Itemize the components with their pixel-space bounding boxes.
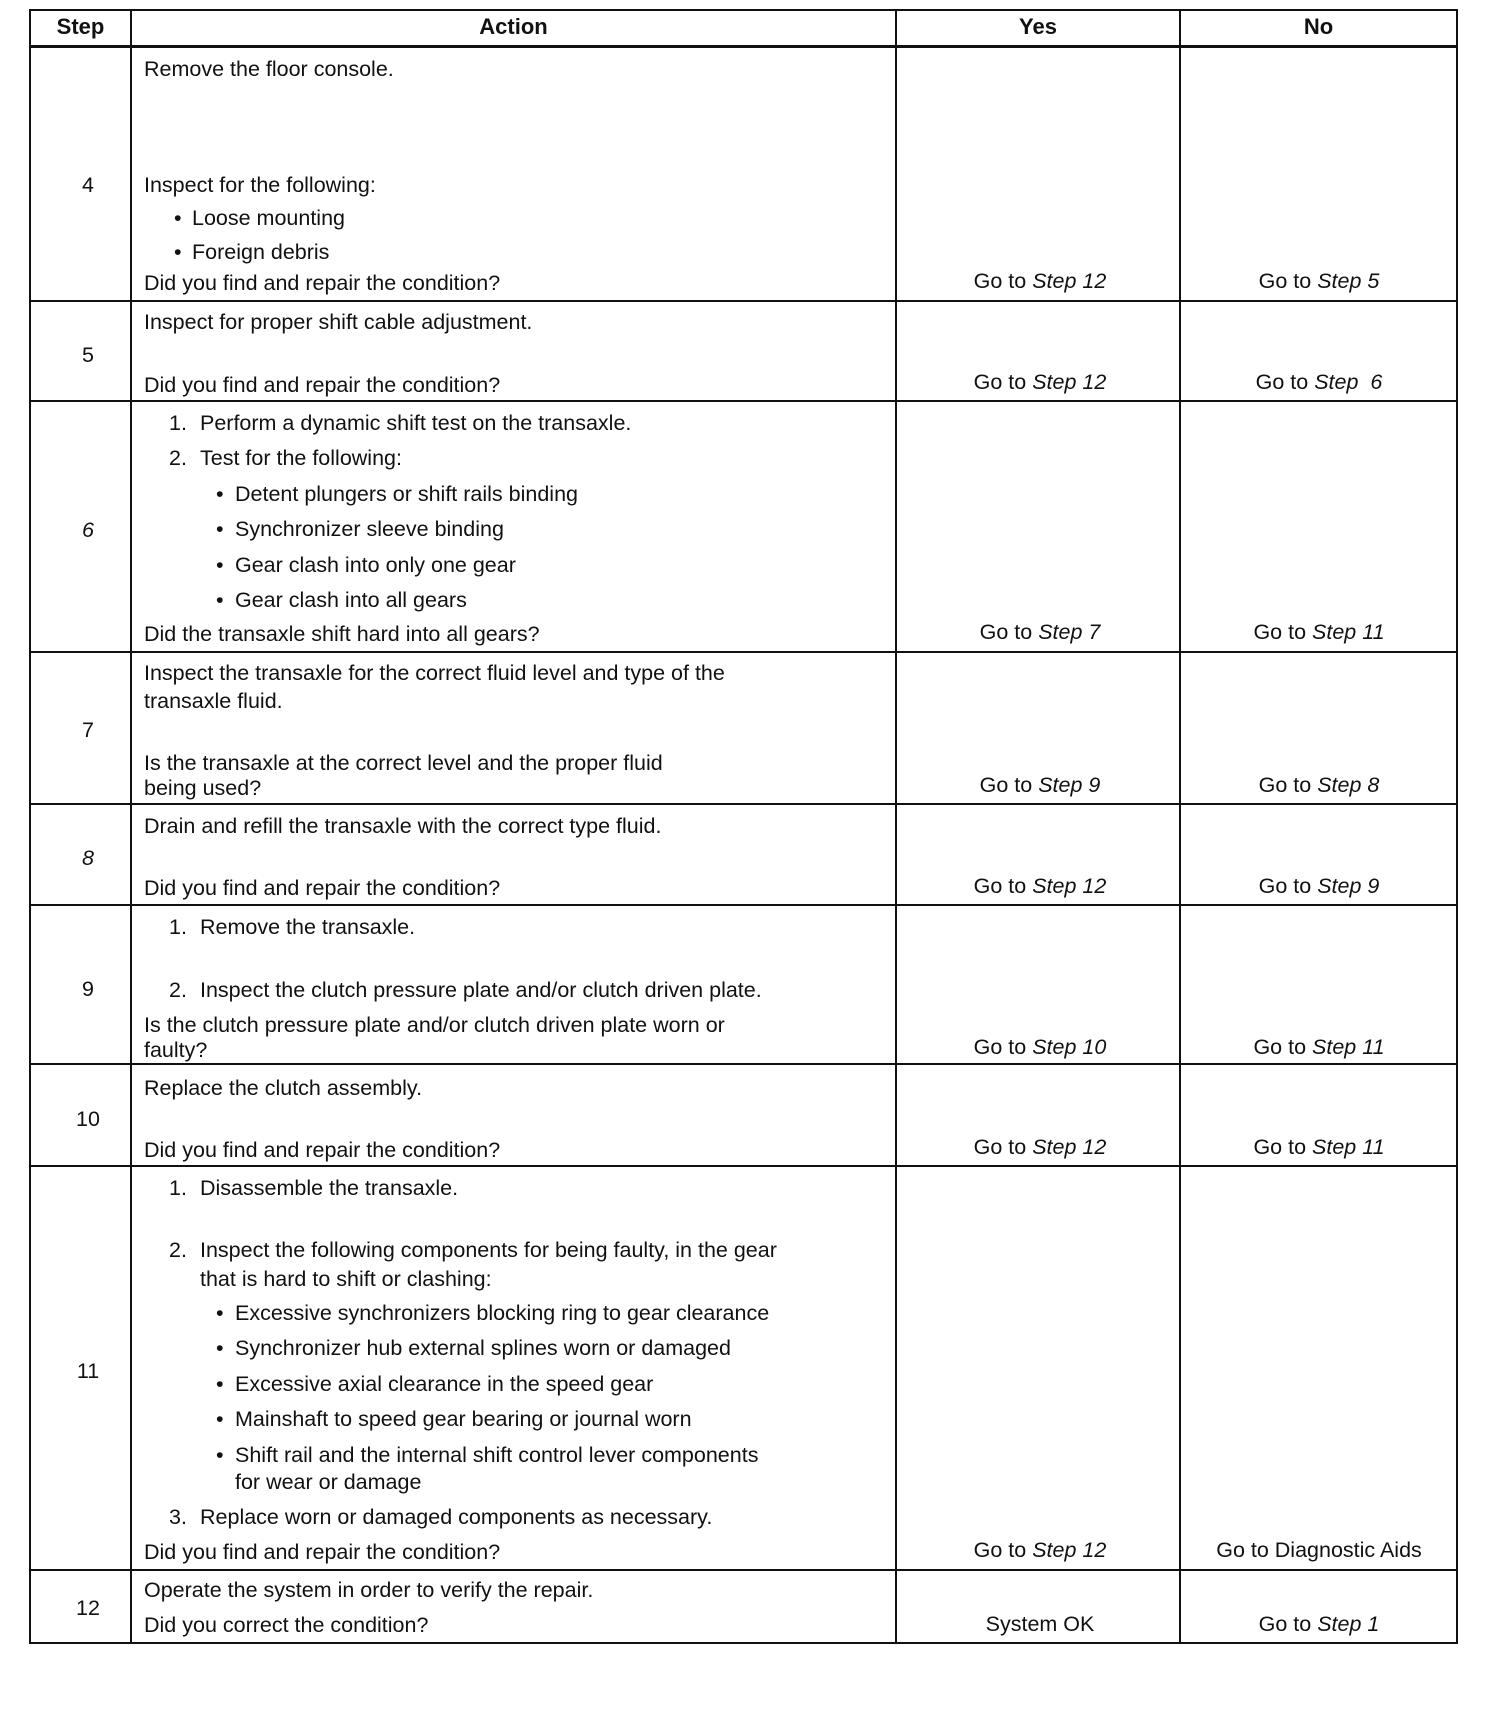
outcome-text: Go to <box>1253 620 1313 644</box>
yes-outcome <box>974 372 1107 394</box>
step-number: 11 <box>76 1359 100 1383</box>
yes-outcome <box>974 1037 1107 1059</box>
action-text: transaxle fluid. <box>144 689 283 713</box>
outcome-step-link: Step 11 <box>1312 1135 1385 1159</box>
bullet-icon: • <box>216 1407 224 1431</box>
no-outcome <box>1216 1540 1422 1562</box>
outcome-text: Go to <box>973 370 1033 394</box>
outcome-step-link: Step 8 <box>1317 773 1380 797</box>
action-text: Inspect the following components for being faulty, in the gear <box>200 1238 777 1262</box>
column-divider <box>130 9 132 1644</box>
outcome-text: Go to <box>973 874 1033 898</box>
action-text: Is the clutch pressure plate and/or clutch driven plate worn or <box>144 1013 725 1037</box>
outcome-step-link: Step 9 <box>1317 874 1380 898</box>
outcome-text: Go to Diagnostic Aids <box>1216 1538 1422 1562</box>
outcome-step-link: Step 11 <box>1312 1035 1385 1059</box>
outcome-text: Go to <box>979 773 1039 797</box>
row-divider <box>29 1569 1458 1571</box>
outcome-step-link: Step 12 <box>1032 370 1107 394</box>
bullet-icon: • <box>174 240 182 264</box>
row-divider <box>29 1063 1458 1065</box>
action-text: Did the transaxle shift hard into all gears? <box>144 622 540 646</box>
header-yes: Yes <box>1019 14 1057 39</box>
outcome-step-link: Step 12 <box>1032 1538 1107 1562</box>
outcome-text: Go to <box>1258 874 1318 898</box>
list-number: 2. <box>169 1238 187 1262</box>
action-text: Remove the floor console. <box>144 57 394 81</box>
outcome-text: Go to <box>1258 1612 1318 1636</box>
step-number: 8 <box>82 846 94 870</box>
column-divider <box>1179 9 1181 1644</box>
row-divider <box>29 300 1458 302</box>
row-divider <box>29 651 1458 653</box>
action-text: Detent plungers or shift rails binding <box>235 482 578 506</box>
outcome-text: Go to <box>973 1035 1033 1059</box>
list-number: 1. <box>169 915 187 939</box>
action-text: that is hard to shift or clashing: <box>200 1267 492 1291</box>
list-number: 2. <box>169 446 187 470</box>
action-text: Perform a dynamic shift test on the transaxle. <box>200 411 632 435</box>
row-divider <box>29 45 1458 48</box>
step-number: 4 <box>82 173 94 197</box>
outcome-step-link: Step 12 <box>1032 1135 1107 1159</box>
action-text: Did you find and repair the condition? <box>144 373 501 397</box>
row-divider <box>29 1165 1458 1167</box>
list-number: 3. <box>169 1505 187 1529</box>
row-divider <box>29 803 1458 805</box>
step-number: 7 <box>82 718 94 742</box>
outcome-text: Go to <box>979 620 1039 644</box>
bullet-icon: • <box>216 588 224 612</box>
outcome-text: Go to <box>973 1538 1033 1562</box>
action-text: Excessive axial clearance in the speed gear <box>235 1372 654 1396</box>
action-text: Inspect for the following: <box>144 173 376 197</box>
step-number: 10 <box>76 1107 100 1131</box>
action-text: Drain and refill the transaxle with the correct type fluid. <box>144 814 662 838</box>
action-text: Inspect the transaxle for the correct fluid level and type of the <box>144 661 725 685</box>
list-number: 1. <box>169 1176 187 1200</box>
bullet-icon: • <box>174 206 182 230</box>
yes-outcome <box>974 1137 1107 1159</box>
outcome-text: Go to <box>1253 1135 1313 1159</box>
action-text: Excessive synchronizers blocking ring to gear clearance <box>235 1301 770 1325</box>
action-text: Remove the transaxle. <box>200 915 416 939</box>
outcome-text: Go to <box>1258 269 1318 293</box>
step-number: 5 <box>82 343 94 367</box>
bullet-icon: • <box>216 1443 224 1467</box>
no-outcome <box>1259 271 1380 293</box>
action-text: Did you find and repair the condition? <box>144 1138 501 1162</box>
outcome-step-link: Step 12 <box>1032 874 1107 898</box>
header-action: Action <box>479 14 548 39</box>
yes-outcome <box>974 1540 1107 1562</box>
outcome-text: Go to <box>1258 773 1318 797</box>
list-number: 1. <box>169 411 187 435</box>
outcome-step-link: Step 12 <box>1032 269 1107 293</box>
action-text: Foreign debris <box>192 240 330 264</box>
bullet-icon: • <box>216 517 224 541</box>
yes-outcome <box>980 775 1101 797</box>
action-text: for wear or damage <box>235 1470 422 1494</box>
yes-outcome <box>986 1614 1095 1636</box>
action-text: Did you find and repair the condition? <box>144 271 501 295</box>
no-outcome <box>1253 1037 1384 1059</box>
action-text: Synchronizer hub external splines worn or damaged <box>235 1336 731 1360</box>
step-number: 6 <box>82 518 94 542</box>
no-outcome <box>1259 1614 1380 1636</box>
action-text: Gear clash into only one gear <box>235 553 516 577</box>
outcome-step-link: Step 6 <box>1314 370 1383 394</box>
no-outcome <box>1256 372 1383 394</box>
action-text: Replace worn or damaged components as necessary. <box>200 1505 713 1529</box>
yes-outcome <box>980 622 1101 644</box>
row-divider <box>29 904 1458 906</box>
bullet-icon: • <box>216 1372 224 1396</box>
step-number: 9 <box>82 977 94 1001</box>
outcome-text: Go to <box>973 1135 1033 1159</box>
header-no: No <box>1303 14 1334 39</box>
action-text: Loose mounting <box>192 206 345 230</box>
no-outcome <box>1253 622 1384 644</box>
no-outcome <box>1259 775 1380 797</box>
outcome-text: Go to <box>1253 1035 1313 1059</box>
bullet-icon: • <box>216 482 224 506</box>
action-text: Gear clash into all gears <box>235 588 467 612</box>
column-divider <box>895 9 897 1644</box>
action-text: being used? <box>144 776 262 800</box>
action-text: Inspect the clutch pressure plate and/or clutch driven plate. <box>200 978 762 1002</box>
yes-outcome <box>974 876 1107 898</box>
outcome-step-link: Step 10 <box>1032 1035 1107 1059</box>
action-text: Is the transaxle at the correct level and the proper fluid <box>144 751 663 775</box>
outcome-text: Go to <box>1255 370 1315 394</box>
outcome-step-link: Step 9 <box>1038 773 1101 797</box>
action-text: Test for the following: <box>200 446 402 470</box>
bullet-icon: • <box>216 1336 224 1360</box>
bullet-icon: • <box>216 1301 224 1325</box>
action-text: Shift rail and the internal shift control lever components <box>235 1443 759 1467</box>
action-text: Disassemble the transaxle. <box>200 1176 459 1200</box>
bullet-icon: • <box>216 553 224 577</box>
outcome-step-link: Step 1 <box>1317 1612 1380 1636</box>
outcome-step-link: Step 11 <box>1312 620 1385 644</box>
no-outcome <box>1259 876 1380 898</box>
action-text: Did you find and repair the condition? <box>144 1540 501 1564</box>
header-step: Step <box>56 14 105 39</box>
row-divider <box>29 400 1458 402</box>
list-number: 2. <box>169 978 187 1002</box>
action-text: Mainshaft to speed gear bearing or journal worn <box>235 1407 692 1431</box>
action-text: Synchronizer sleeve binding <box>235 517 504 541</box>
no-outcome <box>1253 1137 1384 1159</box>
outcome-step-link: Step 7 <box>1038 620 1101 644</box>
outcome-text: System OK <box>985 1612 1095 1636</box>
action-text: Replace the clutch assembly. <box>144 1076 423 1100</box>
action-text: Inspect for proper shift cable adjustment. <box>144 310 533 334</box>
action-text: Did you find and repair the condition? <box>144 876 501 900</box>
action-text: Did you correct the condition? <box>144 1613 429 1637</box>
yes-outcome <box>974 271 1107 293</box>
outcome-step-link: Step 5 <box>1317 269 1380 293</box>
action-text: faulty? <box>144 1038 208 1062</box>
outcome-text: Go to <box>973 269 1033 293</box>
step-number: 12 <box>76 1596 100 1620</box>
action-text: Operate the system in order to verify the repair. <box>144 1578 594 1602</box>
